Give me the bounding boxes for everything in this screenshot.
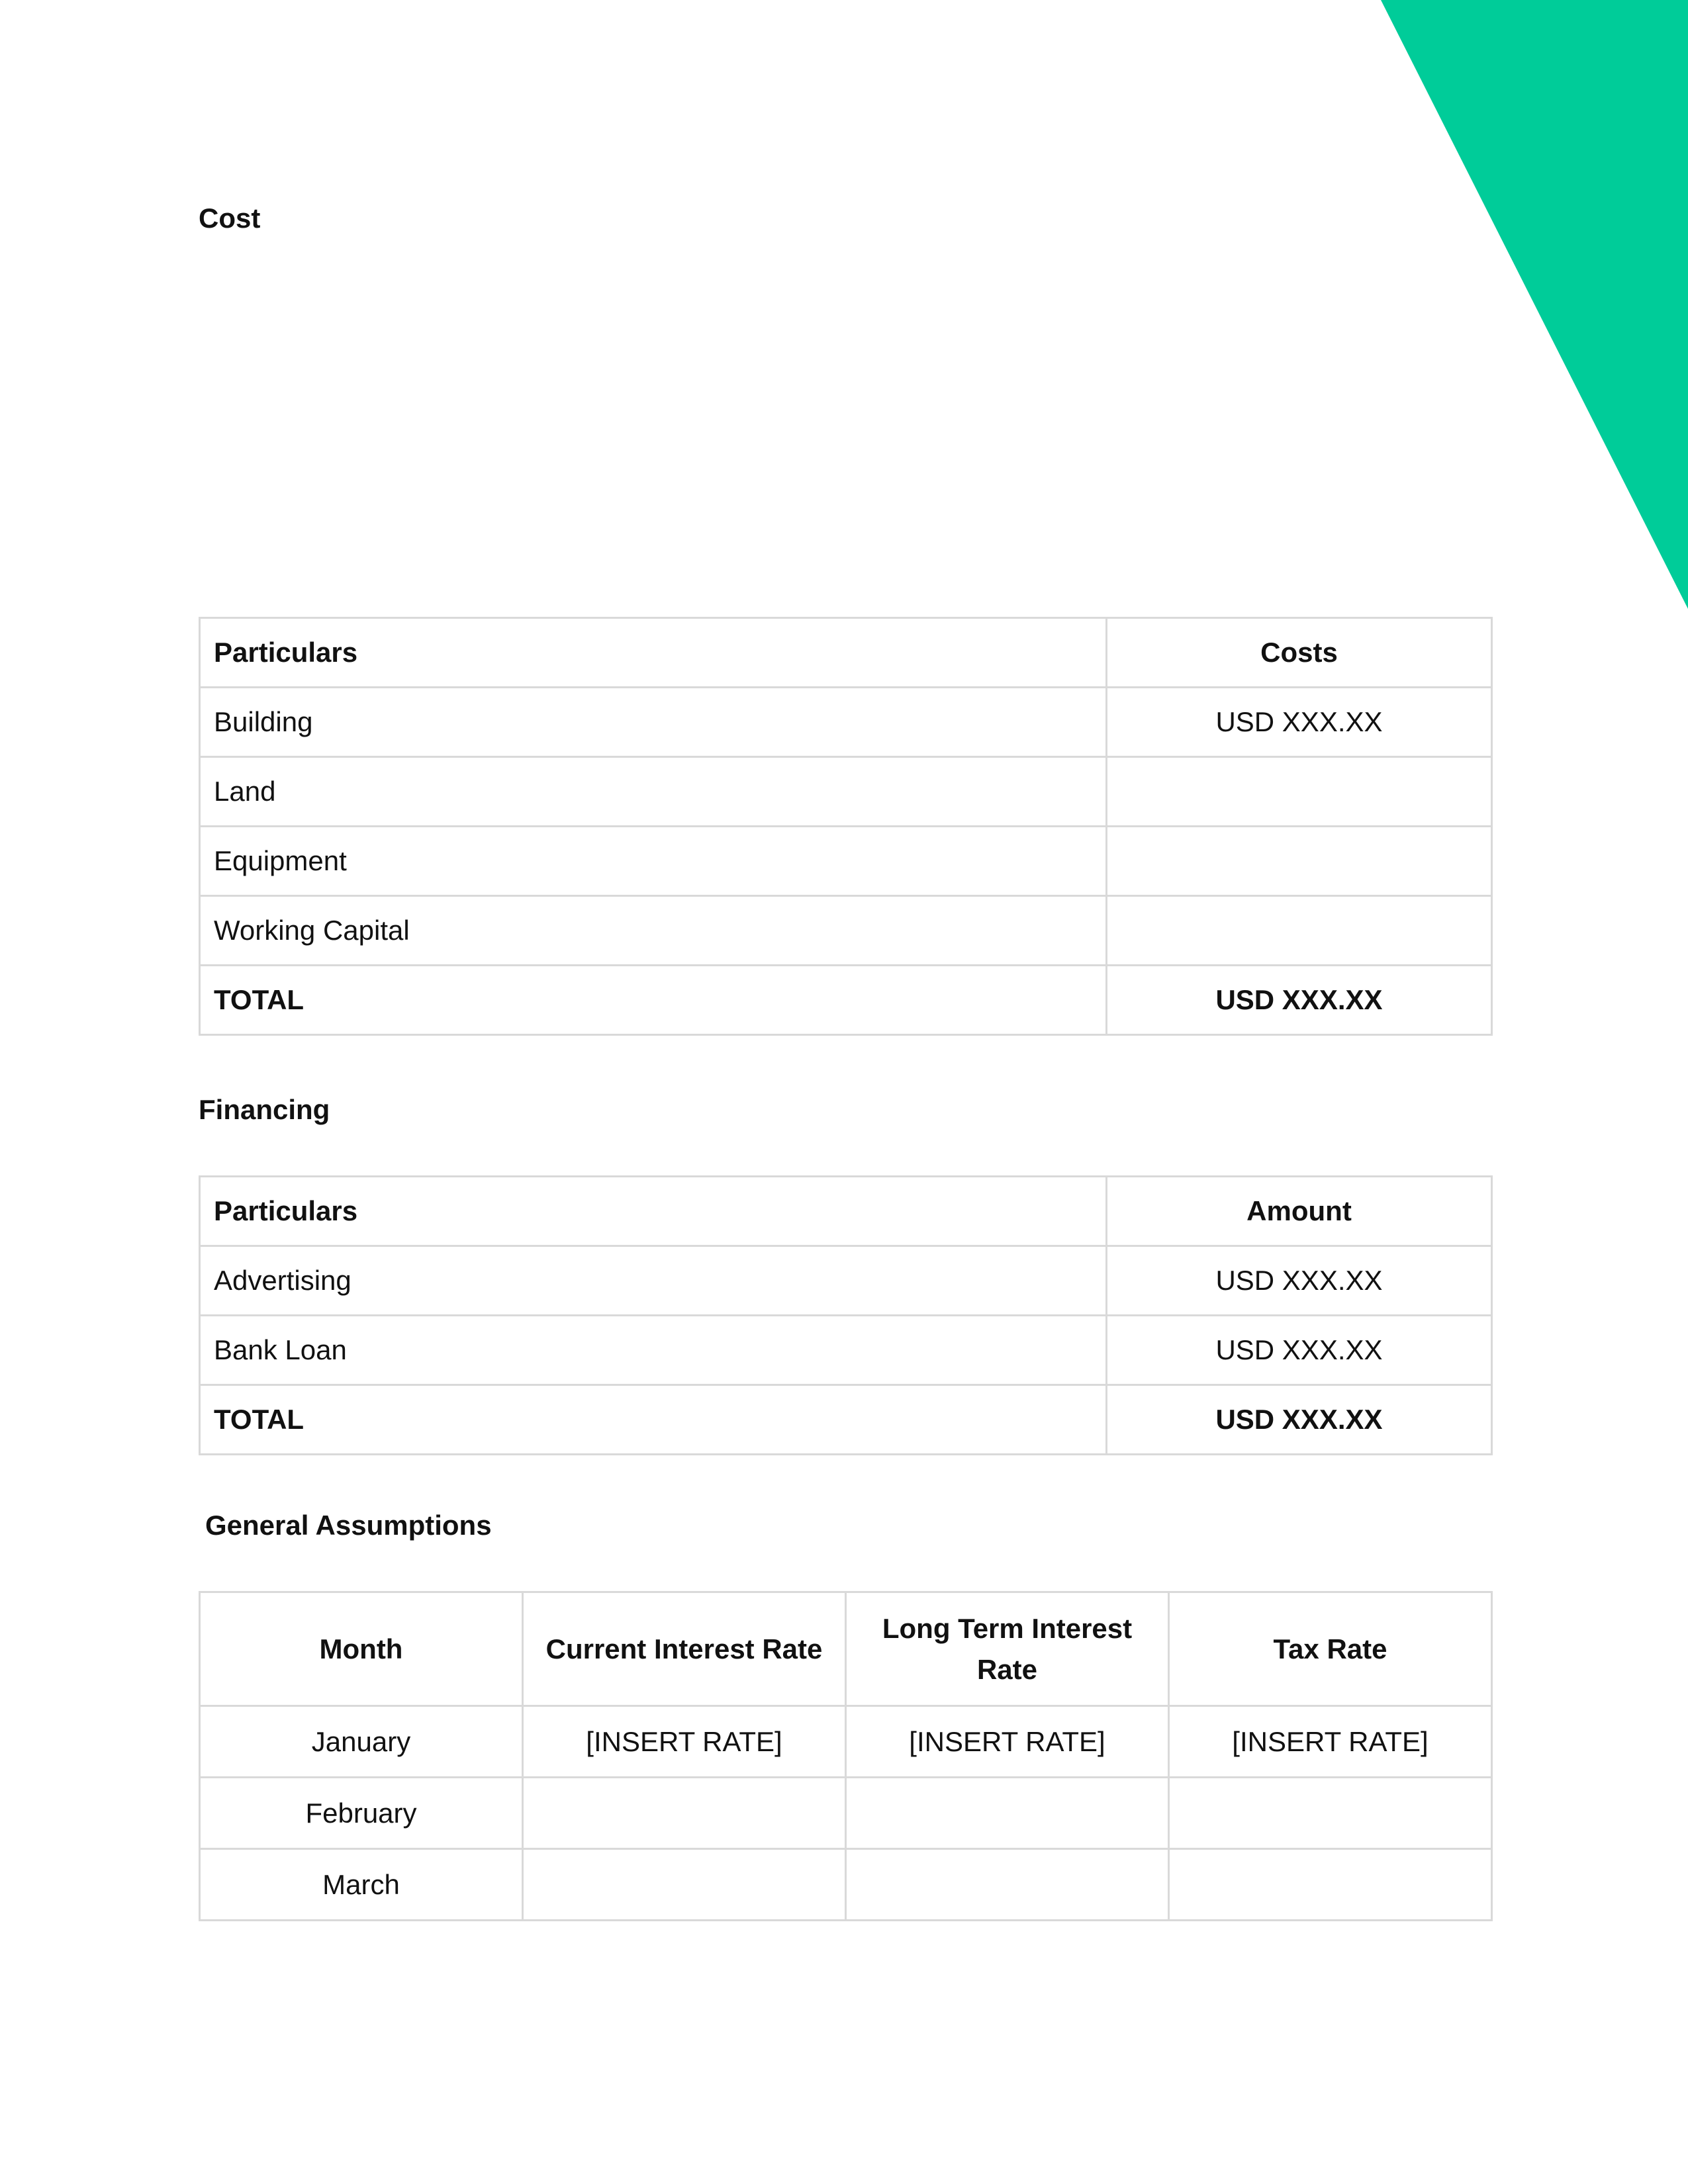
- cell-particular: Equipment: [200, 827, 1107, 896]
- table-row: [200, 688, 1492, 757]
- cell-cost: [1107, 827, 1492, 896]
- cell-particular: Bank Loan: [200, 1316, 1107, 1385]
- cell-rate: [INSERT RATE]: [523, 1706, 846, 1778]
- cell-cost: [1107, 757, 1492, 827]
- cell-rate: [846, 1849, 1169, 1921]
- cell-amount: USD XXX.XX: [1107, 1246, 1492, 1316]
- column-header-current-interest-rate: Current Interest Rate: [523, 1592, 846, 1706]
- assumptions-table: [199, 1591, 1493, 1921]
- section-heading-financing: Financing: [199, 1094, 330, 1125]
- section-heading-cost: Cost: [199, 203, 261, 234]
- cell-total-label: TOTAL: [200, 966, 1107, 1035]
- column-header: Particulars: [200, 618, 1107, 688]
- table-row: [200, 1706, 1492, 1778]
- column-header-long-term-interest-rate: Long Term Interest Rate: [846, 1592, 1169, 1706]
- cell-particular: Building: [200, 688, 1107, 757]
- section-heading-general-assumptions: General Assumptions: [205, 1510, 492, 1541]
- cell-rate: [846, 1778, 1169, 1849]
- cell-rate: [1169, 1849, 1492, 1921]
- cell-amount: USD XXX.XX: [1107, 1316, 1492, 1385]
- table-row: [200, 1849, 1492, 1921]
- column-header: Costs: [1107, 618, 1492, 688]
- table-row: [200, 1778, 1492, 1849]
- cell-particular: Advertising: [200, 1246, 1107, 1316]
- cell-cost: USD XXX.XX: [1107, 688, 1492, 757]
- financing-table: [199, 1175, 1493, 1455]
- cell-rate: [523, 1778, 846, 1849]
- cell-rate: [523, 1849, 846, 1921]
- column-header-tax-rate: Tax Rate: [1169, 1592, 1492, 1706]
- cell-rate: [INSERT RATE]: [1169, 1706, 1492, 1778]
- column-header: Amount: [1107, 1177, 1492, 1246]
- cell-month: January: [200, 1706, 523, 1778]
- table-header-row: [200, 618, 1492, 688]
- table-row: [200, 896, 1492, 966]
- cell-total-label: TOTAL: [200, 1385, 1107, 1455]
- table-total-row: [200, 1385, 1492, 1455]
- column-header-month: Month: [200, 1592, 523, 1706]
- table-header-row: [200, 1177, 1492, 1246]
- cell-month: March: [200, 1849, 523, 1921]
- table-row: [200, 1246, 1492, 1316]
- cell-total-value: USD XXX.XX: [1107, 966, 1492, 1035]
- cell-rate: [1169, 1778, 1492, 1849]
- table-total-row: [200, 966, 1492, 1035]
- table-header-row: [200, 1592, 1492, 1706]
- column-header: Particulars: [200, 1177, 1107, 1246]
- cell-total-value: USD XXX.XX: [1107, 1385, 1492, 1455]
- cost-table: [199, 617, 1493, 1036]
- table-row: [200, 827, 1492, 896]
- cell-particular: Land: [200, 757, 1107, 827]
- cell-month: February: [200, 1778, 523, 1849]
- cell-rate: [INSERT RATE]: [846, 1706, 1169, 1778]
- table-row: [200, 1316, 1492, 1385]
- cell-particular: Working Capital: [200, 896, 1107, 966]
- table-row: [200, 757, 1492, 827]
- cell-cost: [1107, 896, 1492, 966]
